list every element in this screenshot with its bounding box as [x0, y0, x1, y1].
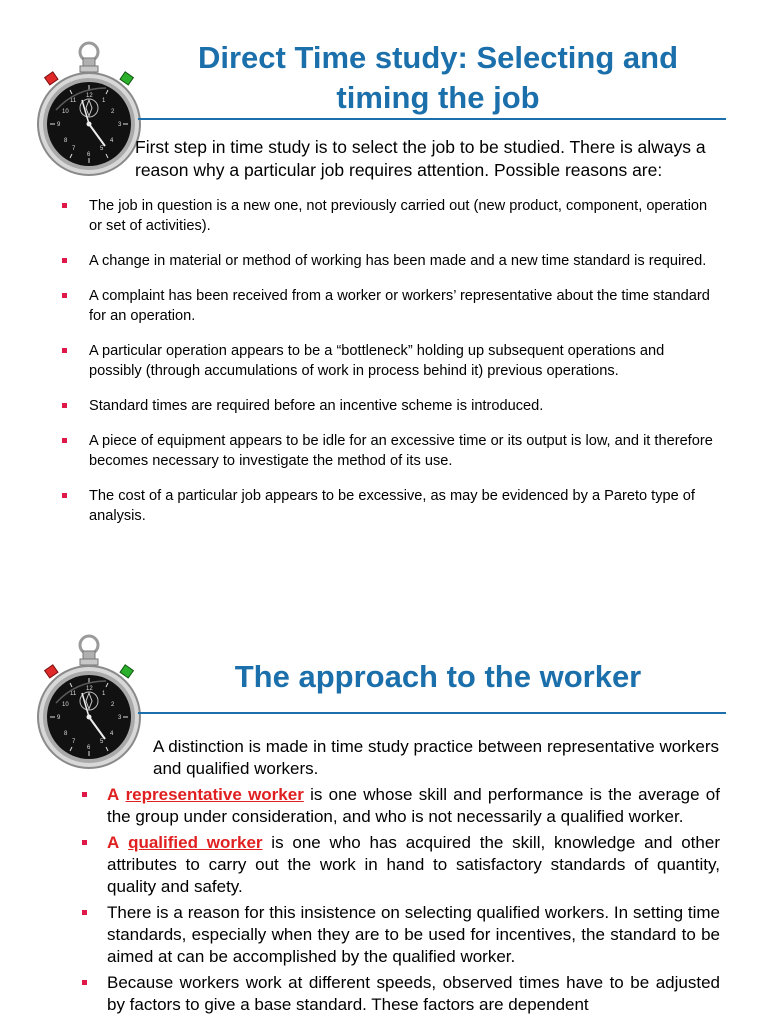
list-item: A particular operation appears to be a “bottleneck” holding up subsequent operations and possibly (through accumulations of work in process behind it) previous operations.	[60, 341, 720, 381]
bullet-icon	[62, 438, 67, 443]
bullet-icon	[62, 493, 67, 498]
list-item: A piece of equipment appears to be idle for an excessive time or its output is low, and it therefore becomes necessary to investigate the method of its use.	[60, 431, 720, 471]
bullet-icon	[62, 203, 67, 208]
bullet-icon	[82, 910, 87, 915]
title-divider	[138, 712, 726, 714]
stopwatch-icon	[36, 40, 142, 176]
slide-title: The approach to the worker	[234, 659, 642, 694]
term-qualified-worker: qualified worker	[128, 833, 263, 852]
reasons-list	[60, 196, 720, 541]
bullet-icon	[62, 348, 67, 353]
bullet-icon	[82, 840, 87, 845]
list-item: A complaint has been received from a worker or workers’ representative about the time standard for an operation.	[60, 286, 720, 326]
bullet-icon	[62, 258, 67, 263]
list-item: A qualified worker is one who has acquired the skill, knowledge and other attributes to carry out the work in hand to satisfactory standards of quantity, quality and safety.	[80, 832, 720, 898]
intro-text: A distinction is made in time study practice between representative workers and qualified workers.	[153, 737, 719, 778]
list-item: Because workers work at different speeds, observed times have to be adjusted by factors to give a base standard. These factors are dependent	[80, 972, 720, 1016]
title-divider	[138, 118, 726, 120]
bullet-icon	[82, 792, 87, 797]
bullet-icon	[62, 293, 67, 298]
slide-approach-worker	[0, 625, 768, 1024]
list-item: The job in question is a new one, not previously carried out (new product, component, operation or set of activities).	[60, 196, 720, 236]
points-list	[80, 784, 720, 1020]
list-item: A representative worker is one whose skill and performance is the average of the group under consideration, and who is not necessarily a qualified worker.	[80, 784, 720, 828]
intro-text: First step in time study is to select the job to be studied. There is always a reason why a particular job requires attention. Possible reasons are:	[135, 137, 706, 180]
bullet-icon	[62, 403, 67, 408]
bullet-icon	[82, 980, 87, 985]
list-item: Standard times are required before an incentive scheme is introduced.	[60, 396, 720, 416]
list-item: A change in material or method of working has been made and a new time standard is required.	[60, 251, 720, 271]
term-representative-worker: representative worker	[125, 785, 304, 804]
slide-title: Direct Time study: Selecting and timing the job	[197, 40, 679, 115]
list-item: There is a reason for this insistence on selecting qualified workers. In setting time standards, especially when they are to be used for incentives, the standard to be aimed at can be accomplished by the qualified worker.	[80, 902, 720, 968]
stopwatch-icon	[36, 633, 142, 769]
list-item: The cost of a particular job appears to be excessive, as may be evidenced by a Pareto type of analysis.	[60, 486, 720, 526]
